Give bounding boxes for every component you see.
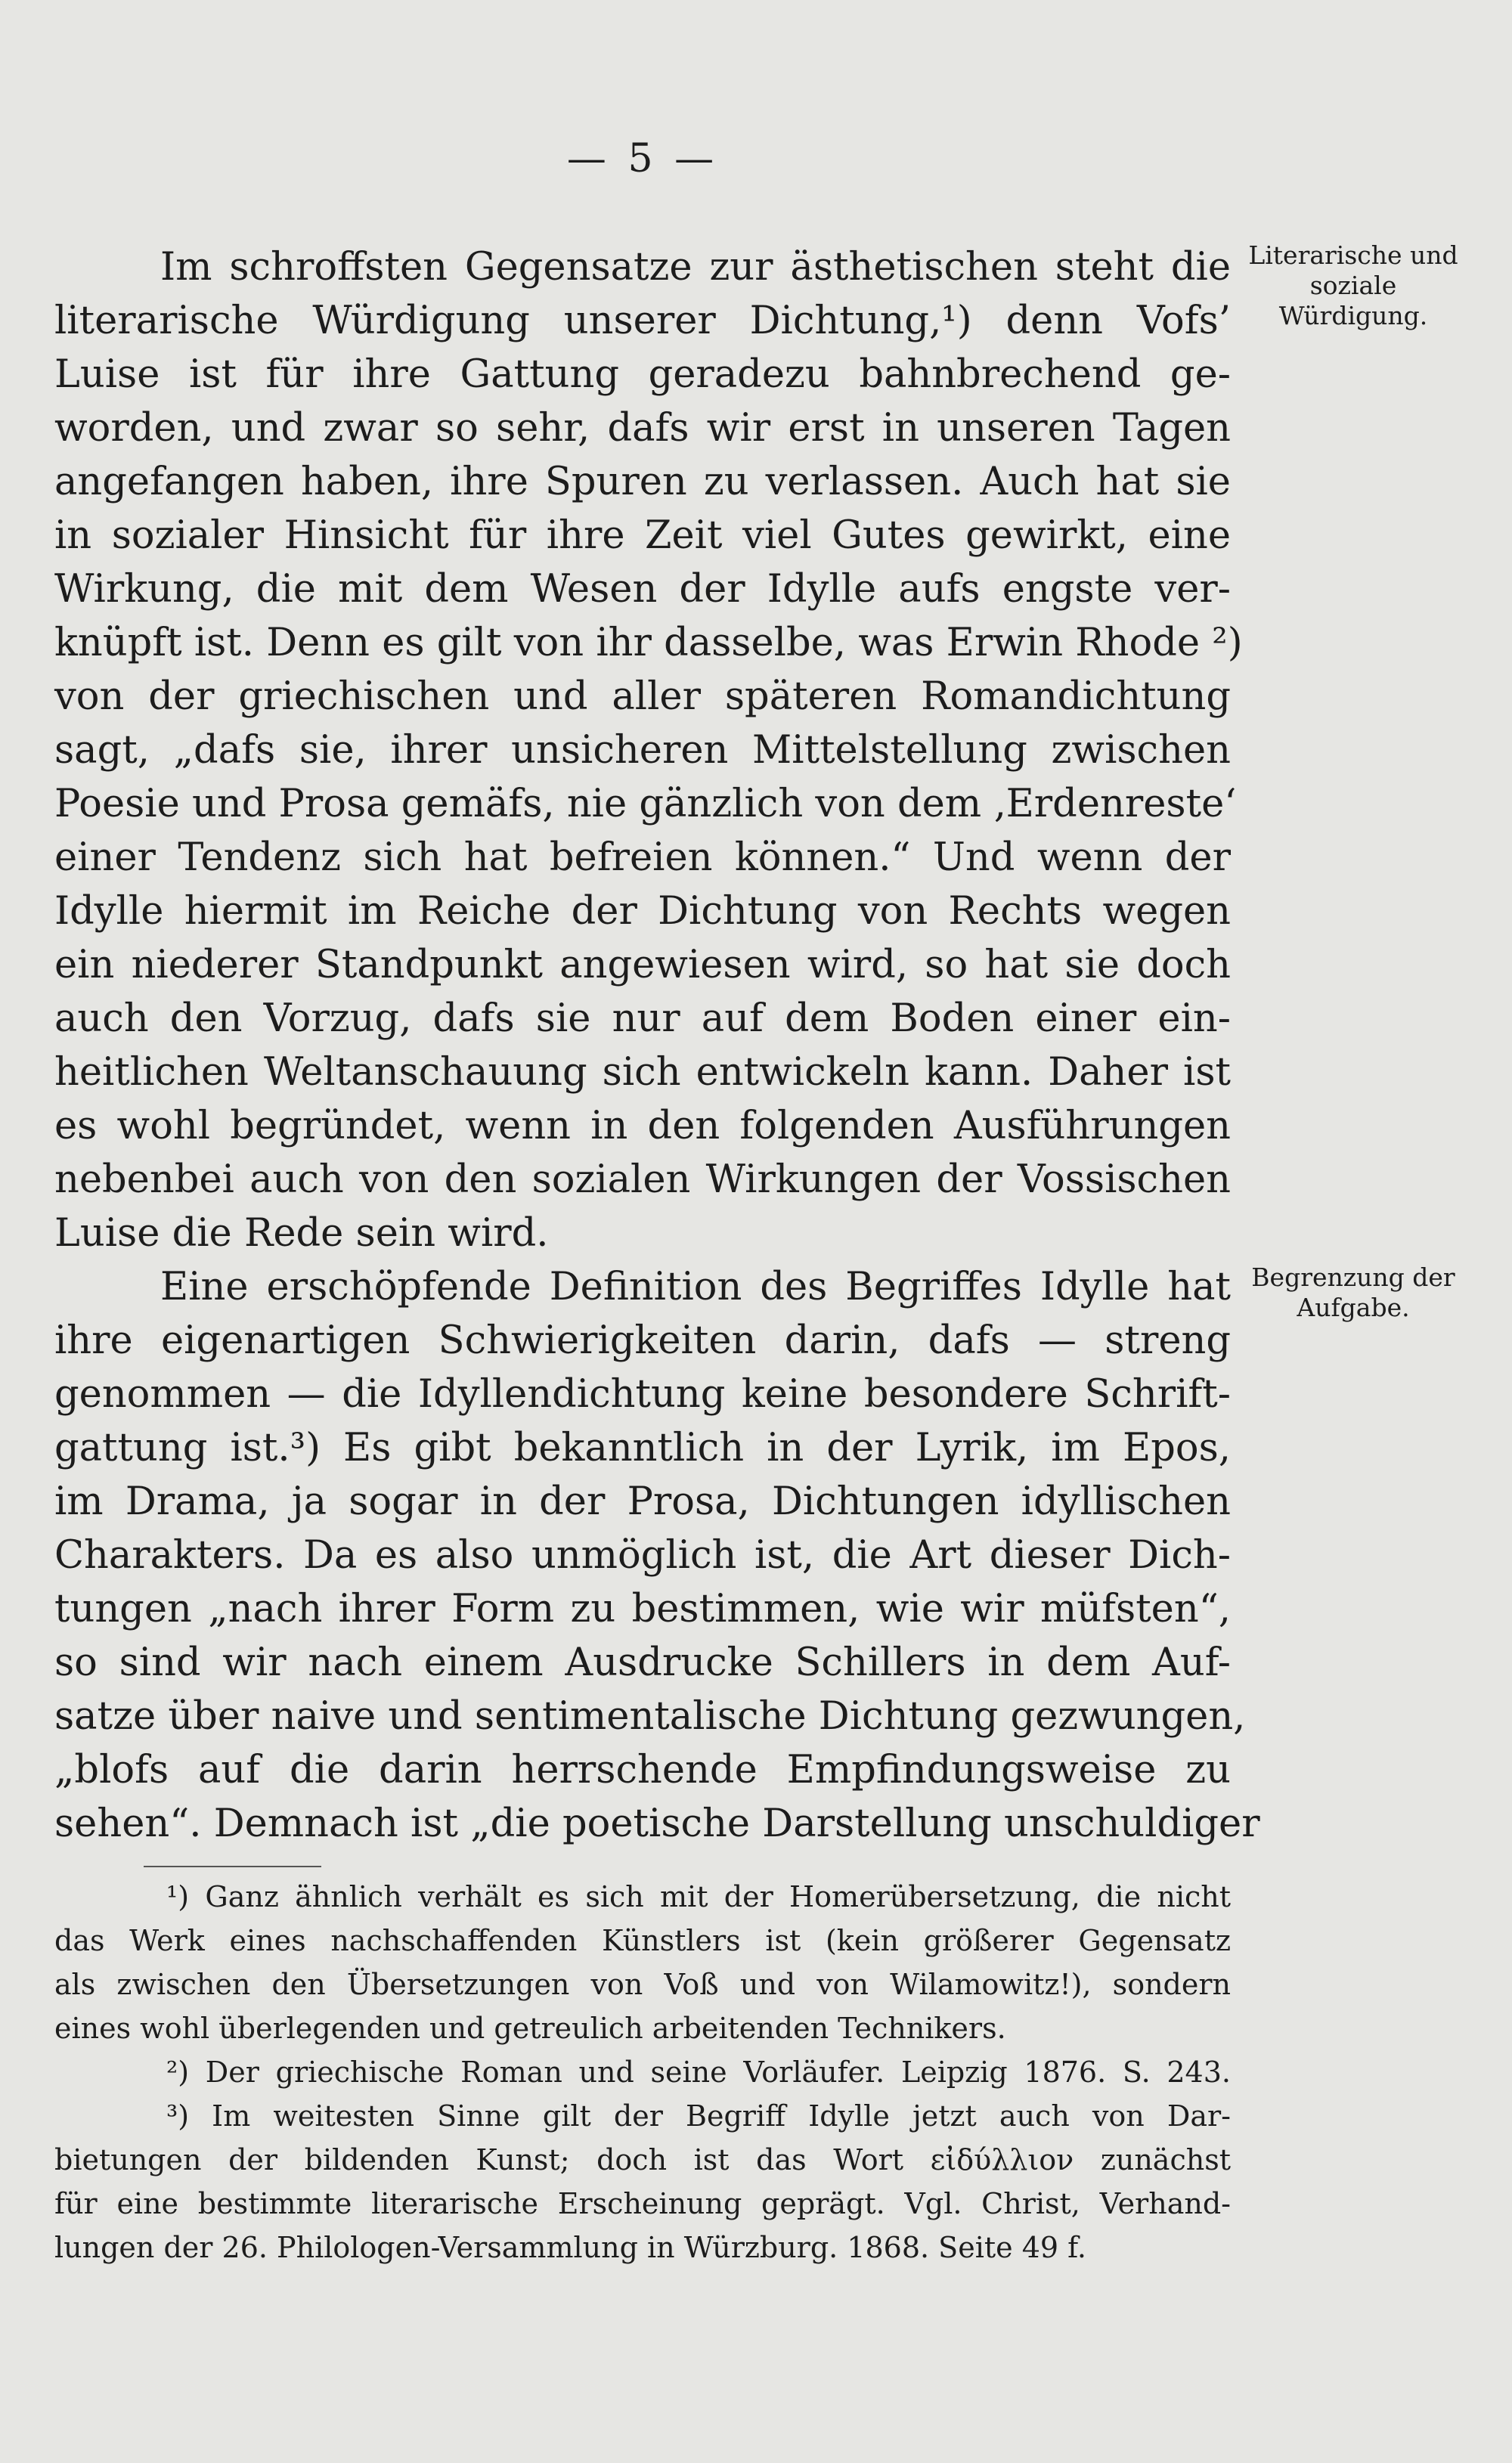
footnote-line: ¹) Ganz ähnlich verhält es sich mit der Homerübersetzung, die nicht [166,1880,1231,1913]
text-line: Im schroffsten Gegensatze zur ästhetischen steht die [160,245,1231,290]
text-line: literarische Würdigung unserer Dichtung,¹) denn Vofs’ [54,299,1231,343]
footnote-3 [54,2094,1231,2269]
text-line: angefangen haben, ihre Spuren zu verlassen. Auch hat sie [54,460,1231,504]
text-line: Luise ist für ihre Gattung geradezu bahnbrechend ge- [54,352,1231,397]
text-line: so sind wir nach einem Ausdrucke Schillers in dem Auf- [54,1640,1231,1685]
text-line: Poesie und Prosa gemäfs, nie gänzlich von dem ‚Erdenreste‘ [54,782,1237,826]
text-line: es wohl begründet, wenn in den folgenden Ausführungen [54,1104,1231,1148]
text-line: „blofs auf die darin herrschende Empfindungsweise zu [54,1748,1231,1792]
footnote-line: ²) Der griechische Roman und seine Vorläufer. Leipzig 1876. S. 243. [166,2056,1231,2089]
text-line: satze über naive und sentimentalische Dichtung gezwungen, [54,1694,1246,1739]
margin-note-line: Begrenzung der [1251,1262,1455,1292]
footnote-1 [54,1875,1231,2050]
margin-note-scope [1240,1262,1467,1323]
footnote-line: eines wohl überlegenden und getreulich arbeitenden Technikers. [54,2012,1006,2045]
margin-note-line: Würdigung. [1278,301,1428,330]
text-line: ihre eigenartigen Schwierigkeiten darin, dafs — streng [54,1318,1231,1363]
text-line: Wirkung, die mit dem Wesen der Idylle aufs engste ver- [54,567,1231,612]
footnote-line: bietungen der bildenden Kunst; doch ist das Wort εἰδύλλιον zunächst [54,2143,1231,2176]
text-line: von der griechischen und aller späteren Romandichtung [54,674,1231,719]
body-text [54,240,1260,1851]
text-line: worden, und zwar so sehr, dafs wir erst in unseren Tagen [54,406,1231,451]
text-line: tungen „nach ihrer Form zu bestimmen, wie wir müfsten“, [54,1587,1231,1631]
text-line: ein niederer Standpunkt angewiesen wird, so hat sie doch [54,943,1231,987]
text-line: knüpft ist. Denn es gilt von ihr dasselbe, was Erwin Rhode ²) [54,621,1243,665]
text-line: nebenbei auch von den sozialen Wirkungen der Vossischen [54,1157,1231,1202]
text-line: genommen — die Idyllendichtung keine besondere Schrift- [54,1372,1231,1417]
text-line: sagt, „dafs sie, ihrer unsicheren Mittelstellung zwischen [54,728,1231,773]
text-line: in sozialer Hinsicht für ihre Zeit viel Gutes gewirkt, eine [54,513,1231,558]
text-line: auch den Vorzug, dafs sie nur auf dem Boden einer ein- [54,996,1231,1041]
text-line: Eine erschöpfende Definition des Begriffes Idylle hat [160,1265,1231,1309]
margin-note-literary-social [1240,240,1467,331]
margin-note-line: Literarische und [1248,240,1458,270]
margin-note-line: Aufgabe. [1297,1293,1410,1322]
text-line: Idylle hiermit im Reiche der Dichtung von Rechts wegen [54,889,1231,934]
footnote-line: ³) Im weitesten Sinne gilt der Begriff Idylle jetzt auch von Dar- [166,2099,1231,2133]
footnotes [54,1875,1231,2269]
paragraph [54,240,1243,1260]
footnote-line: das Werk eines nachschaffenden Künstlers ist (kein größerer Gegensatz [54,1924,1231,1957]
text-line: Luise die Rede sein wird. [54,1211,549,1256]
footnote-divider [144,1866,321,1867]
footnote-line: als zwischen den Übersetzungen von Voß und von Wilamowitz!), sondern [54,1968,1231,2001]
text-line: heitlichen Weltanschauung sich entwickeln kann. Daher ist [54,1050,1231,1095]
page-number: — 5 — [566,136,719,181]
footnote-2 [54,2050,1231,2094]
text-line: gattung ist.³) Es gibt bekanntlich in der Lyrik, im Epos, [54,1426,1231,1470]
paragraph [54,1260,1260,1851]
footnote-line: lungen der 26. Philologen-Versammlung in Würzburg. 1868. Seite 49 f. [54,2231,1086,2264]
text-line: einer Tendenz sich hat befreien können.“ Und wenn der [54,835,1231,880]
footnote-line: für eine bestimmte literarische Erscheinung geprägt. Vgl. Christ, Verhand- [54,2187,1231,2220]
margin-note-line: soziale [1309,271,1397,300]
text-line: sehen“. Demnach ist „die poetische Darstellung unschuldiger [54,1802,1260,1846]
text-line: Charakters. Da es also unmöglich ist, die Art dieser Dich- [54,1533,1231,1578]
text-line: im Drama, ja sogar in der Prosa, Dichtungen idyllischen [54,1479,1231,1524]
